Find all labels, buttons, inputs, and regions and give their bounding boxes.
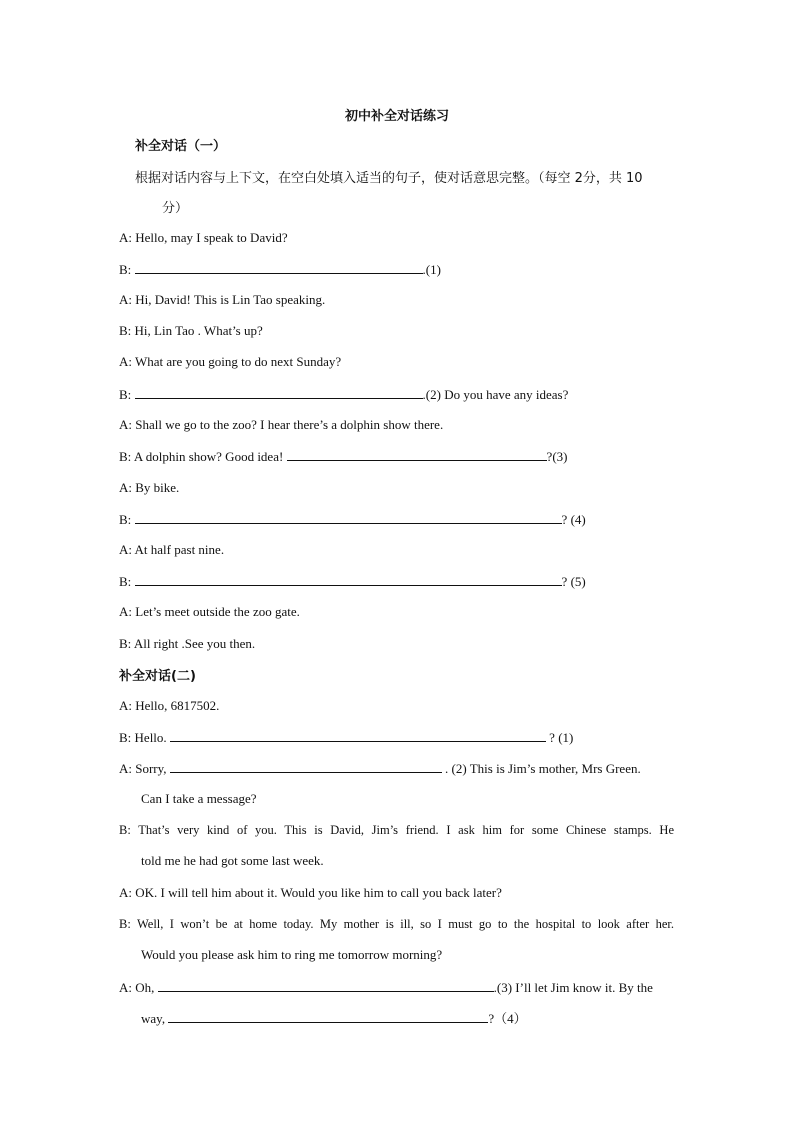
dialogue-line: B: That’s very kind of you. This is David, Jim’s friend. I ask him for some Chinese stamps. He [119,823,674,837]
dialogue-line: B: Well, I won’t be at home today. My mother is ill, so I must go to the hospital to look after her. [119,917,674,931]
dialogue-line: Can I take a message? [141,791,257,806]
answer-blank-4[interactable] [135,511,562,524]
dialogue-line: B: .(1) [119,262,441,277]
dialogue-line: B: A dolphin show? Good idea! ?(3) [119,449,568,464]
answer-blank-3[interactable] [287,448,547,461]
answer-blank-2-2[interactable] [170,760,442,773]
dialogue-line: way, ?（4） [141,1011,527,1026]
dialogue-line: told me he had got some last week. [141,853,324,868]
page-title: 初中补全对话练习 [344,109,449,124]
section1-heading: 补全对话（一） [135,139,227,154]
dialogue-line: A: What are you going to do next Sunday? [119,354,342,369]
dialogue-line: A: Hello, 6817502. [119,698,220,713]
answer-blank-5[interactable] [135,573,562,586]
dialogue-line: B: ? (4) [119,512,586,527]
answer-blank-2-1[interactable] [170,729,546,742]
answer-blank-2-3[interactable] [158,979,494,992]
dialogue-line: B: ? (5) [119,574,586,589]
dialogue-line: B: Hi, Lin Tao . What’s up? [119,323,263,338]
dialogue-line: B: .(2) Do you have any ideas? [119,387,569,402]
dialogue-line: A: Oh, .(3) I’ll let Jim know it. By the [119,980,653,995]
answer-blank-2[interactable] [135,386,423,399]
dialogue-line: B: All right .See you then. [119,636,256,651]
dialogue-line: A: At half past nine. [119,542,225,557]
dialogue-line: B: Hello. ? (1) [119,730,574,745]
dialogue-line: A: Shall we go to the zoo? I hear there’s a dolphin show there. [119,417,444,432]
dialogue-line: A: By bike. [119,480,180,495]
dialogue-line: A: Let’s meet outside the zoo gate. [119,604,300,619]
dialogue-line: A: Sorry, . (2) This is Jim’s mother, Mrs Green. [119,761,641,776]
section2-heading: 补全对话(二) [119,669,196,684]
answer-blank-1[interactable] [135,261,423,274]
dialogue-line: A: Hello, may I speak to David? [119,230,288,245]
instruction-line1: 根据对话内容与上下文，在空白处填入适当的句子，使对话意思完整。（每空 2分，共 10 [135,171,643,186]
dialogue-line: A: OK. I will tell him about it. Would you like him to call you back later? [119,885,502,900]
dialogue-line: A: Hi, David! This is Lin Tao speaking. [119,292,326,307]
dialogue-line: Would you please ask him to ring me tomorrow morning? [141,947,443,962]
answer-blank-2-4[interactable] [168,1010,488,1023]
instruction-line2: 分） [162,201,189,216]
